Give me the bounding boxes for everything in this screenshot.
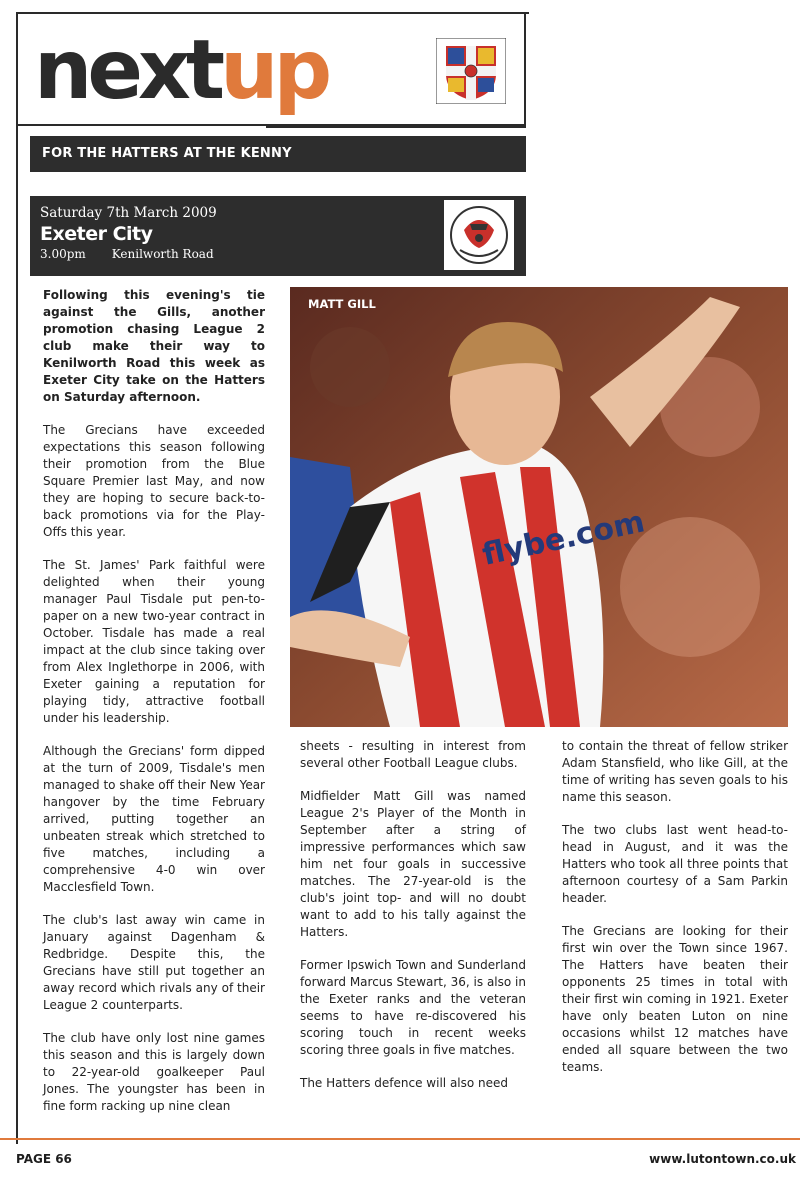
article-column-2 <box>300 738 526 1108</box>
fixture-time: 3.00pm <box>40 247 86 261</box>
article-paragraph: Former Ipswich Town and Sunderland forward Marcus Stewart, 36, is also in the Exeter ranks and the veteran seems to have re-discovered his scoring touch in recent weeks scoring three goals in five matches. <box>300 958 526 1057</box>
article-paragraph: The Grecians are looking for their first win over the Town since 1967. The Hatters have beaten their opponents 25 times in total with their first win coming in 1921. Exeter have only beaten Luton on nine occasions whilst 12 matches have ended all square between the two teams. <box>562 924 788 1074</box>
photo-caption: MATT GILL <box>308 297 376 311</box>
logo-next: next <box>34 23 221 118</box>
shirt-sponsor: flybe.com <box>479 504 648 573</box>
player-photo-image <box>290 287 788 727</box>
player-photo <box>290 287 788 727</box>
article-paragraph: The St. James' Park faithful were delighted when their young manager Paul Tisdale put pen-to-paper on a new two-year contract in October. Tisdale has made a real impact at the club since taking over from Alex Inglethorpe in 2006, with Exeter gaining a reputation for playing tidy, attractive football under his leadership. <box>43 558 265 725</box>
article-paragraph: Although the Grecians' form dipped at the turn of 2009, Tisdale's men managed to shake off their New Year hangover by the time February arrived, putting together an unbeaten streak which stretched to five matches, including a comprehensive 4-0 win over Macclesfield Town. <box>43 744 265 894</box>
nextup-logo <box>34 23 328 118</box>
footer-rule <box>0 1138 800 1140</box>
fixture-date: Saturday 7th March 2009 <box>40 205 217 221</box>
article-column-3 <box>562 738 788 1092</box>
luton-crest-icon <box>436 38 506 104</box>
article-paragraph: The Grecians have exceeded expectations this season following their promotion from the Blue Square Premier last May, and now they are hoping to secure back-to-back promotions via for the Play-Offs this year. <box>43 423 265 539</box>
section-banner: FOR THE HATTERS AT THE KENNY <box>30 136 526 172</box>
exeter-crest-icon <box>444 200 514 270</box>
article-column-1 <box>43 287 265 1131</box>
fixture-opponent: Exeter City <box>40 223 153 245</box>
article-paragraph: sheets - resulting in interest from several other Football League clubs. <box>300 739 526 770</box>
article-paragraph: The club's last away win came in January against Dagenham & Redbridge. Despite this, the Grecians have still put together an away record which rivals any of their League 2 counterparts. <box>43 913 265 1012</box>
header-underline <box>266 126 526 128</box>
article-paragraph: to contain the threat of fellow striker Adam Stansfield, who like Gill, at the time of writing has seven goals to his name this season. <box>562 739 788 804</box>
article-paragraph: The two clubs last went head-to-head in August, and it was the Hatters who took all three points that afternoon courtesy of a Sam Parkin header. <box>562 823 788 905</box>
fixture-venue: Kenilworth Road <box>111 247 214 261</box>
logo-up: up <box>220 23 328 118</box>
article-intro: Following this evening's tie against the Gills, another promotion chasing League 2 club make their way to Kenilworth Road this week as Exeter City take on the Hatters on Saturday afternoon. <box>43 288 265 404</box>
article-paragraph: The Hatters defence will also need <box>300 1076 509 1090</box>
article-paragraph: Midfielder Matt Gill was named League 2's Player of the Month in September after a string of impressive performances which saw him net four goals in successive matches. The 27-year-old is the club's joint top- and will no doubt want to add to his tally against the Hatters. <box>300 789 526 939</box>
page-number: PAGE 66 <box>16 1152 72 1166</box>
article-paragraph: The club have only lost nine games this season and this is largely down to 22-year-old goalkeeper Paul Jones. The youngster has been in fine form racking up nine clean <box>43 1031 265 1113</box>
website-url: www.lutontown.co.uk <box>649 1152 796 1166</box>
